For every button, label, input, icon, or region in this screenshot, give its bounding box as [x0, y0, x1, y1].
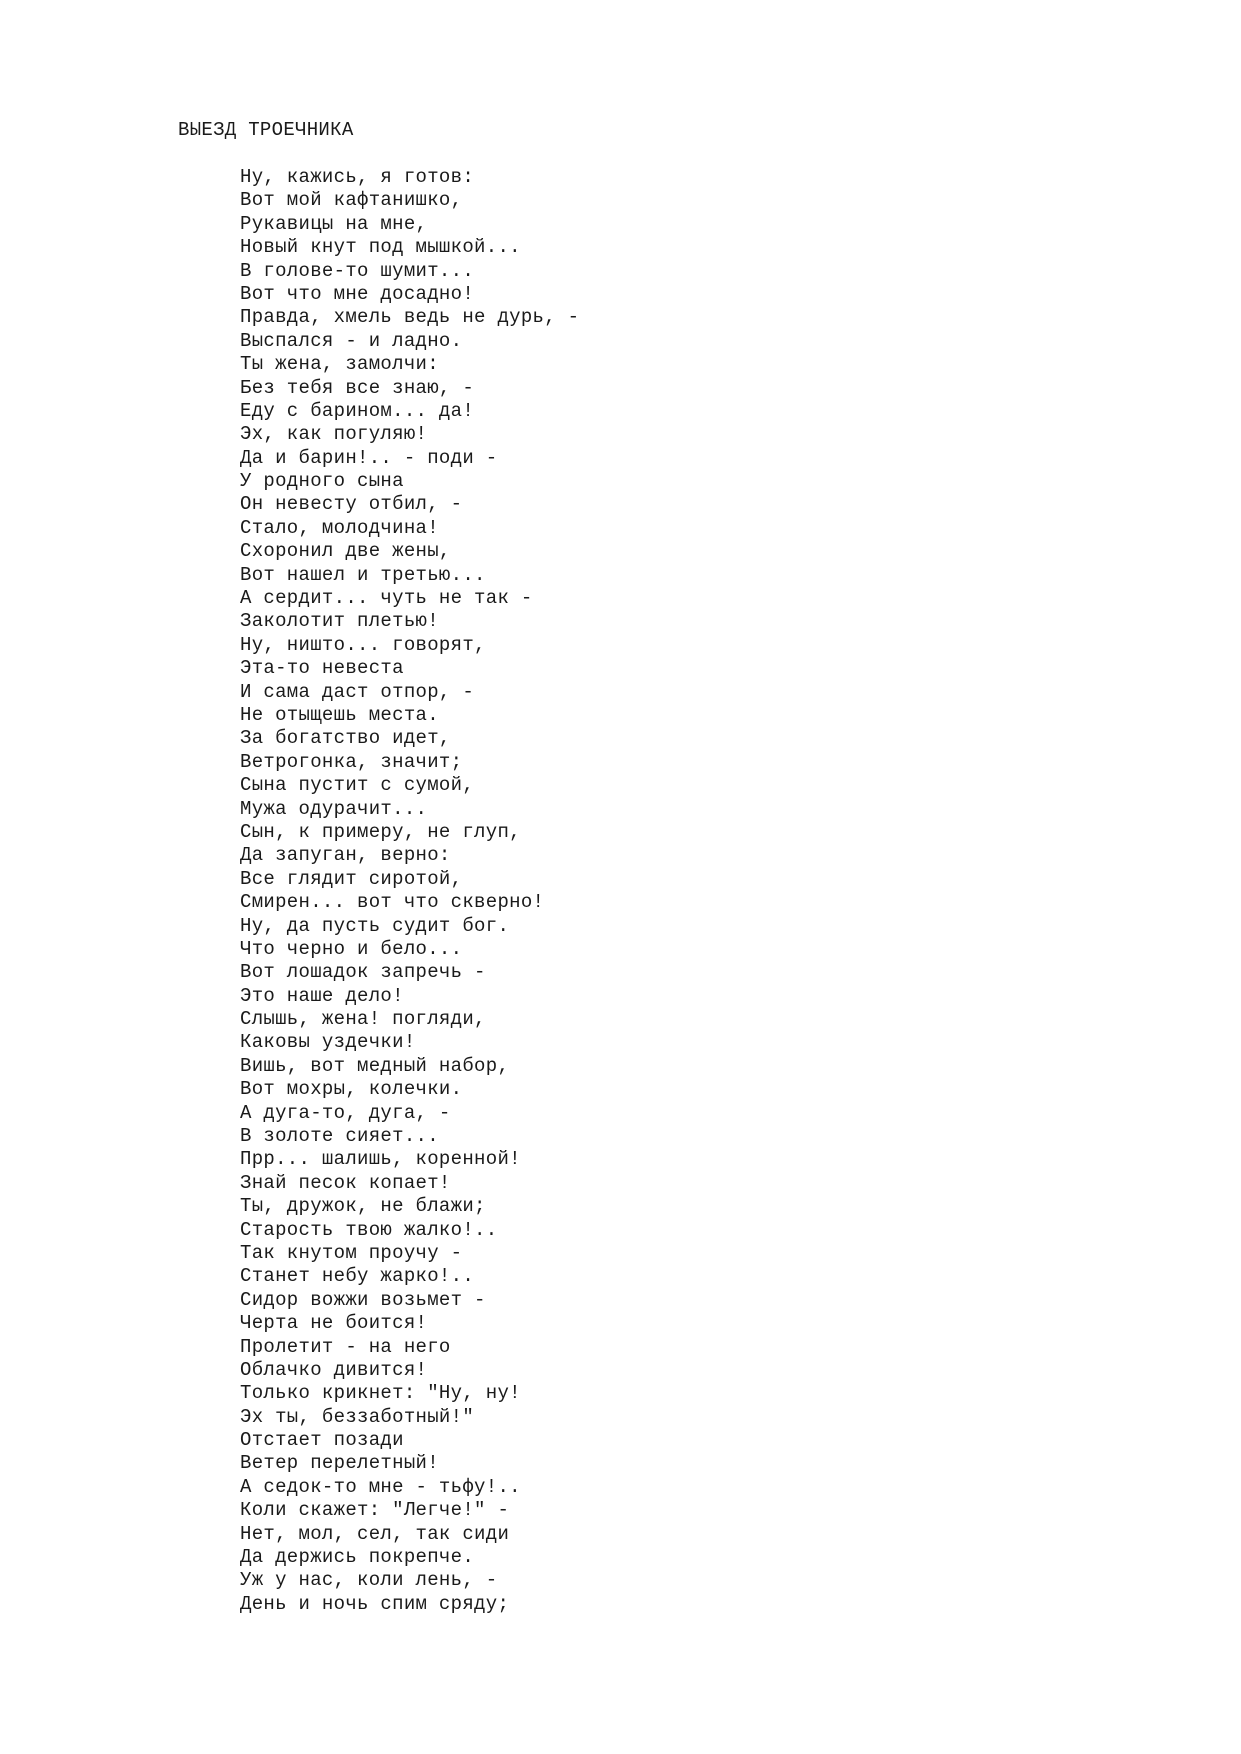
poem-line: Сын, к примеру, не глуп,	[240, 820, 521, 843]
poem-line: Каковы уздечки!	[240, 1031, 416, 1054]
poem-line: Мужа одурачит...	[240, 797, 428, 820]
poem-line: Ну, да пусть судит бог.	[240, 914, 510, 937]
poem-line: Рукавицы на мне,	[240, 212, 428, 235]
poem-line: Нет, мол, сел, так сиди	[240, 1522, 510, 1545]
poem-line: Ну, кажись, я готов:	[240, 166, 475, 188]
poem-line: Прр... шалишь, коренной!	[240, 1148, 521, 1171]
poem-line: Ты жена, замолчи:	[240, 353, 439, 376]
poem-line: Знай песок копает!	[240, 1171, 451, 1194]
poem-line: Черта не боится!	[240, 1312, 428, 1335]
poem-line: Вот что мне досадно!	[240, 282, 475, 305]
poem-line: День и ночь спим сряду;	[240, 1592, 510, 1615]
poem-line: Что черно и бело...	[240, 937, 463, 960]
poem-line: А дуга-то, дуга, -	[240, 1101, 451, 1124]
poem-line: В голове-то шумит...	[240, 259, 475, 282]
poem-line: Вот мой кафтанишко,	[240, 189, 463, 212]
poem-line: Пролетит - на него	[240, 1335, 451, 1358]
poem-line: Вот мохры, колечки.	[240, 1078, 463, 1101]
poem-line: Ну, ништо... говорят,	[240, 633, 486, 656]
poem-line: Правда, хмель ведь не дурь, -	[240, 306, 580, 329]
poem-line: А сердит... чуть не так -	[240, 587, 533, 610]
poem-line: Все глядит сиротой,	[240, 867, 463, 890]
poem-body	[240, 166, 579, 1616]
poem-line: Заколотит плетью!	[240, 610, 439, 633]
poem-line: Станет небу жарко!..	[240, 1265, 475, 1288]
poem-line: У родного сына	[240, 470, 404, 493]
poem-line: Эх ты, беззаботный!"	[240, 1405, 475, 1428]
poem-line: Коли скажет: "Легче!" -	[240, 1499, 510, 1522]
poem-line: Не отыщешь места.	[240, 703, 439, 726]
poem-line: Старость твою жалко!..	[240, 1218, 498, 1241]
poem-line: Новый кнут под мышкой...	[240, 236, 521, 259]
poem-line: Выспался - и ладно.	[240, 329, 463, 352]
poem-line: Без тебя все знаю, -	[240, 376, 475, 399]
poem-line: Слышь, жена! погляди,	[240, 1008, 486, 1031]
poem-line: Эх, как погуляю!	[240, 423, 428, 446]
poem-line: Схоронил две жены,	[240, 540, 451, 563]
poem-line: В золоте сияет...	[240, 1125, 439, 1148]
poem-line: Это наше дело!	[240, 984, 404, 1007]
poem-line: Ветрогонка, значит;	[240, 750, 463, 773]
poem-line: Да держись покрепче.	[240, 1546, 475, 1569]
poem-line: Эта-то невеста	[240, 657, 404, 680]
poem-line: Да и барин!.. - поди -	[240, 446, 498, 469]
poem-line: Смирен... вот что скверно!	[240, 891, 545, 914]
poem-line: Только крикнет: "Ну, ну!	[240, 1382, 521, 1405]
poem-line: Ты, дружок, не блажи;	[240, 1195, 486, 1218]
poem-line: Отстает позади	[240, 1429, 404, 1452]
poem-line: Так кнутом проучу -	[240, 1241, 463, 1264]
poem-title: ВЫЕЗД ТРОЕЧНИКА	[178, 119, 354, 141]
poem-line: А седок-то мне - тьфу!..	[240, 1475, 521, 1498]
poem-line: Уж у нас, коли лень, -	[240, 1569, 498, 1592]
poem-line: Вишь, вот медный набор,	[240, 1054, 510, 1077]
poem-line: Сына пустит с сумой,	[240, 774, 475, 797]
poem-line: Вот нашел и третью...	[240, 563, 486, 586]
poem-line: Вот лошадок запречь -	[240, 961, 486, 984]
poem-line: И сама даст отпор, -	[240, 680, 475, 703]
poem-line: Ветер перелетный!	[240, 1452, 439, 1475]
poem-line: Еду с барином... да!	[240, 399, 475, 422]
poem-line: Стало, молодчина!	[240, 516, 439, 539]
poem-line: За богатство идет,	[240, 727, 451, 750]
poem-line: Он невесту отбил, -	[240, 493, 463, 516]
poem-line: Облачко дивится!	[240, 1358, 428, 1381]
poem-line: Да запуган, верно:	[240, 844, 451, 867]
poem-line: Сидор вожжи возьмет -	[240, 1288, 486, 1311]
